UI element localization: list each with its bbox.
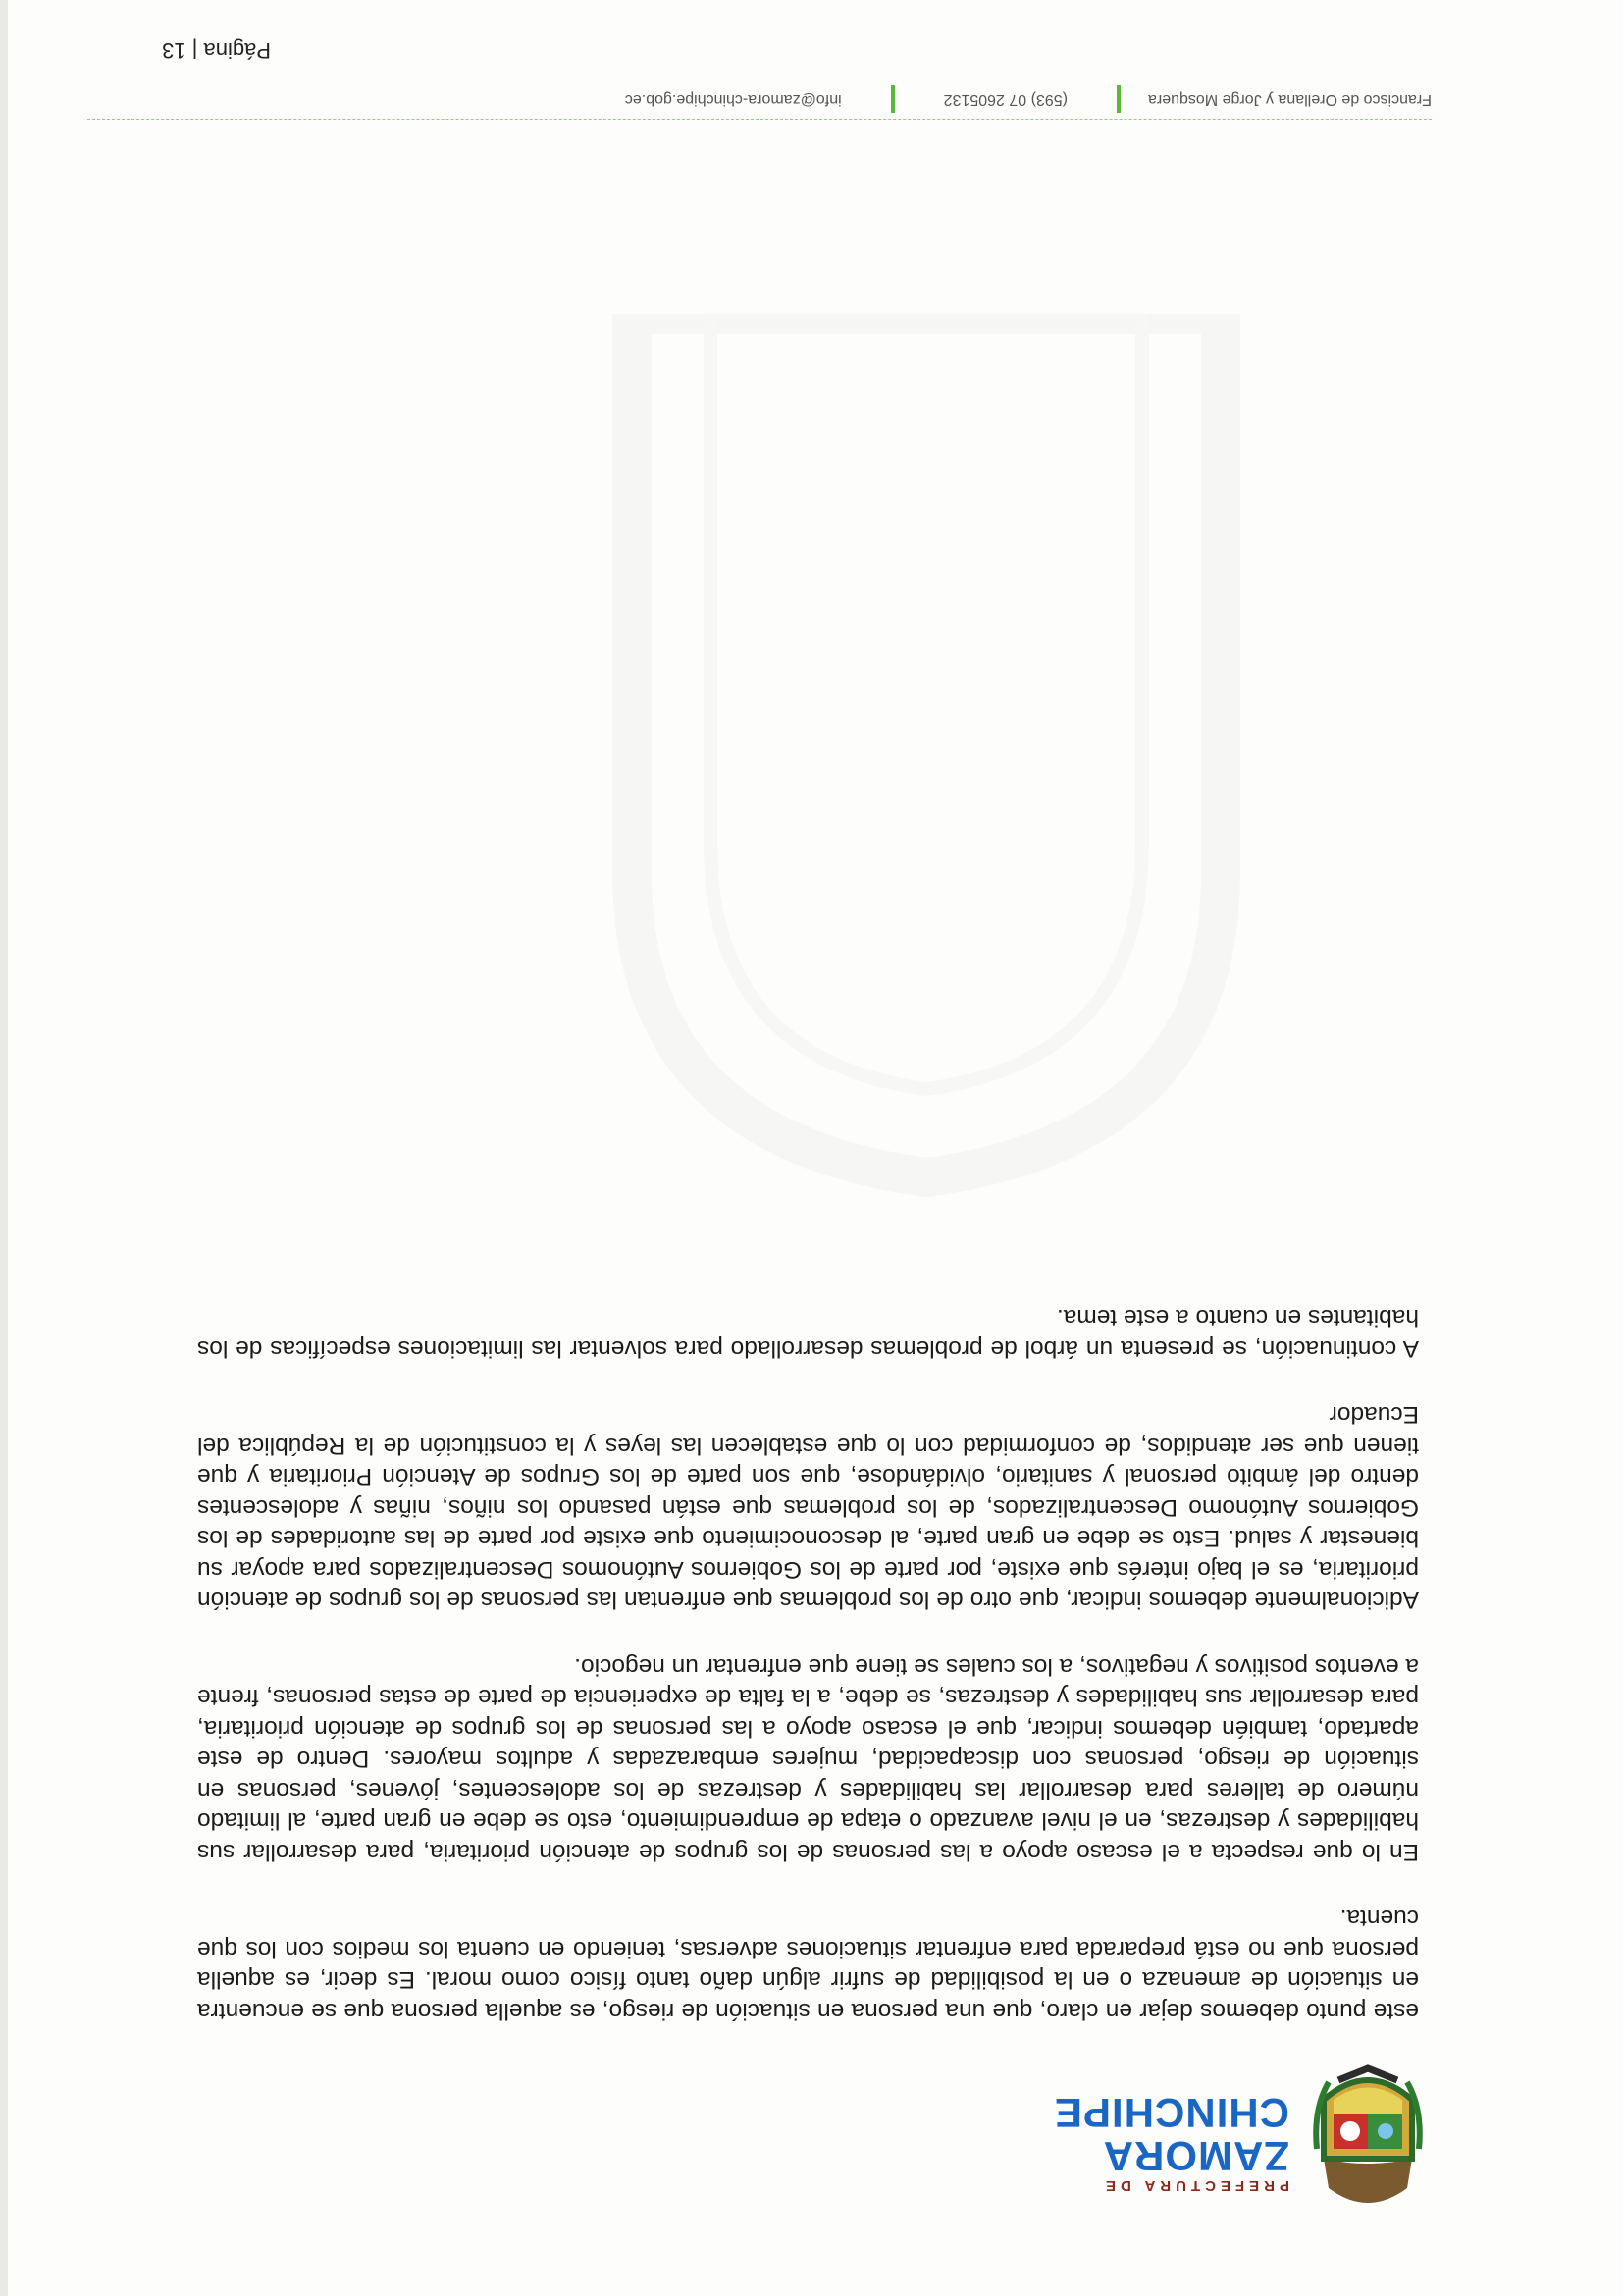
footer-phone: (593) 07 2605132 xyxy=(943,91,1068,108)
footer-email: info@zamora-chinchipe.gob.ec xyxy=(624,91,842,108)
footer-separator xyxy=(1117,85,1121,113)
faint-watermark-emblem xyxy=(553,314,1299,1197)
footer-address: Francisco de Orellana y Jorge Mosquera xyxy=(1147,91,1432,108)
brand-name-line1: ZAMORA xyxy=(1102,2133,1289,2179)
paragraph: A continuación, se presenta un árbol de problemas desarrollado para solventar las limitaciones específicas de los habitantes en cuanto a este tema. xyxy=(197,1304,1419,1362)
footer-divider xyxy=(87,119,1432,120)
body-content xyxy=(197,1267,1419,2026)
page-footer xyxy=(87,85,1432,120)
footer-separator xyxy=(891,85,895,113)
brand-wordmark xyxy=(1054,2091,1289,2194)
coat-of-arms-logo xyxy=(1309,2061,1427,2218)
paragraph: este punto debemos dejar en claro, que una persona en situación de riesgo, es aquella persona que se encuentra en situación de amenaza o en la posibilidad de sufrir algún daño tanto físico como moral. Es decir, es aquella persona que no está preparada para enfrentar situaciones adversas, teniendo en cuenta los medios con los que cuenta. xyxy=(197,1905,1419,2024)
page-number: Página | 13 xyxy=(162,38,271,63)
brand-name-line2: CHINCHIPE xyxy=(1053,2090,1289,2136)
paragraph: Adicionalmente debemos indicar, que otro de los problemas que enfrentan las personas de los grupos de atención prioritaria, es el bajo interés que existe, por parte de los Gobiernos Autónomos Descentralizados para apoyar su bienestar y salud. Esto se debe en gran parte, al desconocimiento que existe por parte de las autoridades de los Gobiernos Autónomo Descentralizados, de los problemas que están pasando los niños, niñas y adolescentes dentro del ámbito personal y sanitario, olvidándose, que son parte de los Grupos de Atención Prioritaria y que tienen que ser atendidos, de conformidad con lo que establecen las leyes y la constitución de la República del Ecuador xyxy=(197,1401,1419,1614)
brand-prefix: PREFECTURA DE xyxy=(1101,2177,1289,2194)
scan-edge xyxy=(0,0,8,2296)
page-header xyxy=(151,2061,1427,2218)
footer-contact-row xyxy=(87,85,1432,113)
paragraph: En lo que respecta a el escaso apoyo a las personas de los grupos de atención prioritaria, para desarrollar sus habilidades y destrezas, en el nivel avanzado o etapa de emprendimiento, esto se debe en gran parte, al limitado número de talleres para desarrollar las habilidades y destrezas de los adolescentes, jóvenes, personas en situación de riesgo, personas con discapacidad, mujeres embarazadas y adultos mayores. Dentro de este apartado, también debemos indicar, que el escaso apoyo a las personas de los grupos de atención prioritaria, para desarrollar sus habilidades y destrezas, se debe, a la falta de experiencia de parte de estas personas, frente a eventos positivos y negativos, a los cuales se tiene que enfrentar un negocio. xyxy=(197,1653,1419,1865)
